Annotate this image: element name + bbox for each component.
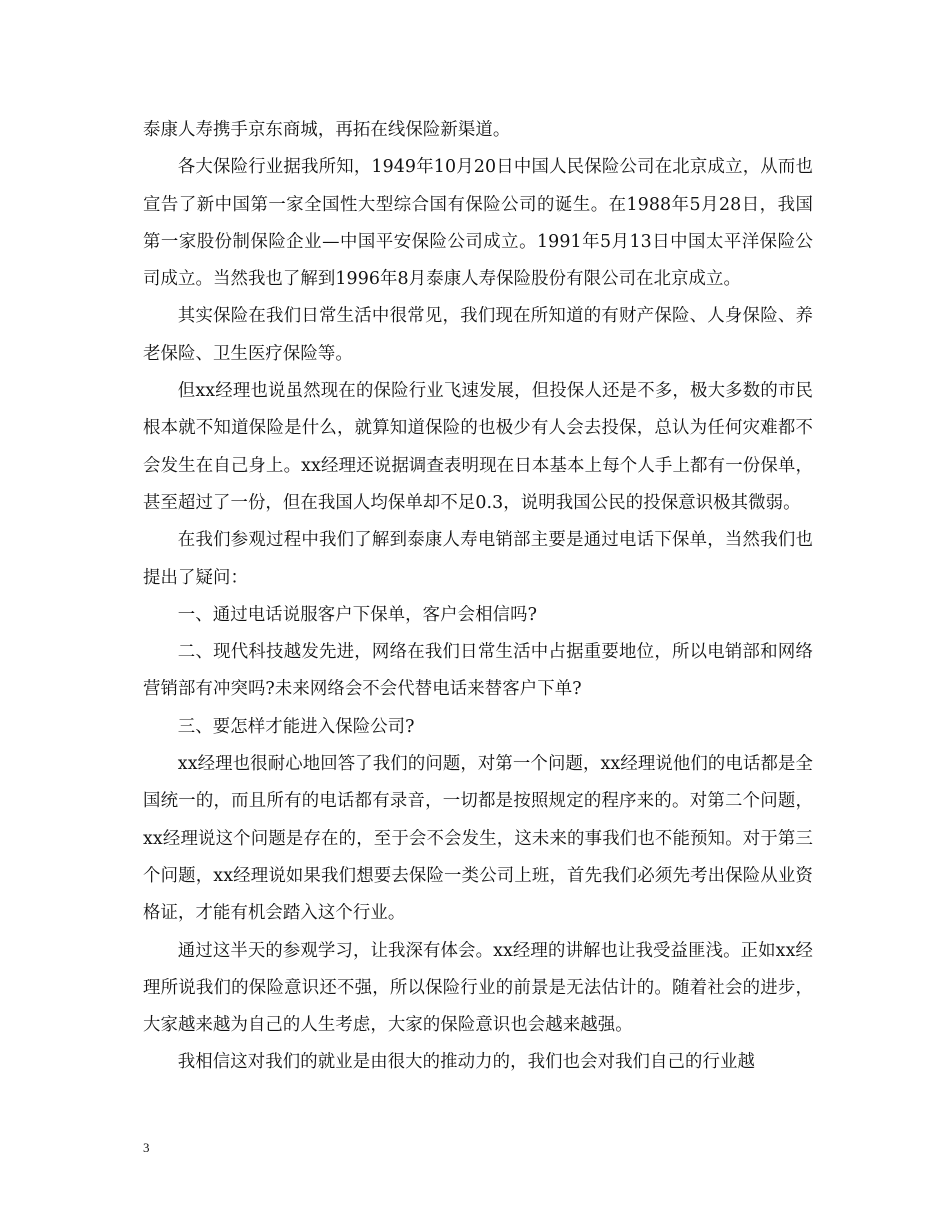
question-2: 二、现代科技越发先进，网络在我们日常生活中占据重要地位，所以电销部和网络营销部有冲突吗?未来网络会不会代替电话来替客户下单? <box>143 642 813 700</box>
page-number: 3 <box>143 1140 150 1155</box>
paragraph-3: 其实保险在我们日常生活中很常见，我们现在所知道的有财产保险、人身保险、养老保险、卫生医疗保险等。 <box>143 306 813 364</box>
paragraph-5: 在我们参观过程中我们了解到泰康人寿电销部主要是通过电话下保单，当然我们也提出了疑问： <box>143 530 813 588</box>
paragraph-1: 泰康人寿携手京东商城，再拓在线保险新渠道。 <box>143 120 511 140</box>
question-3: 三、要怎样才能进入保险公司? <box>177 716 415 737</box>
paragraph-closing: 我相信这对我们的就业是由很大的推动力的，我们也会对我们自己的行业越 <box>177 1052 755 1073</box>
paragraph-reflection: 通过这半天的参观学习，让我深有体会。xx经理的讲解也让我受益匪浅。正如xx经理所说我们的保险意识还不强，所以保险行业的前景是无法估计的。随着社会的进步，大家越来越为自己的人生考虑，大家的保险意识也会越来越强。 <box>143 940 813 1036</box>
body-text <box>143 112 813 1082</box>
question-1: 一、通过电话说服客户下保单，客户会相信吗? <box>177 604 538 625</box>
paragraph-2: 各大保险行业据我所知，1949年10月20日中国人民保险公司在北京成立，从而也宣告了新中国第一家全国性大型综合国有保险公司的诞生。在1988年5月28日，我国第一家股份制保险企业—中国平安保险公司成立。1991年5月13日中国太平洋保险公司成立。当然我也了解到1996年8月泰康人寿保险股份有限公司在北京成立。 <box>143 157 813 290</box>
paragraph-answers: xx经理也很耐心地回答了我们的问题，对第一个问题，xx经理说他们的电话都是全国统一的，而且所有的电话都有录音，一切都是按照规定的程序来的。对第二个问题，xx经理说这个问题是存在的，至于会不会发生，这未来的事我们也不能预知。对于第三个问题，xx经理说如果我们想要去保险一类公司上班，首先我们必须先考出保险从业资格证，才能有机会踏入这个行业。 <box>143 754 813 924</box>
paragraph-4: 但xx经理也说虽然现在的保险行业飞速发展，但投保人还是不多，极大多数的市民根本就不知道保险是什么，就算知道保险的也极少有人会去投保，总认为任何灾难都不会发生在自己身上。xx经理还说据调查表明现在日本基本上每个人手上都有一份保单，甚至超过了一份，但在我国人均保单却不足0.3，说明我国公民的投保意识极其微弱。 <box>143 381 813 513</box>
